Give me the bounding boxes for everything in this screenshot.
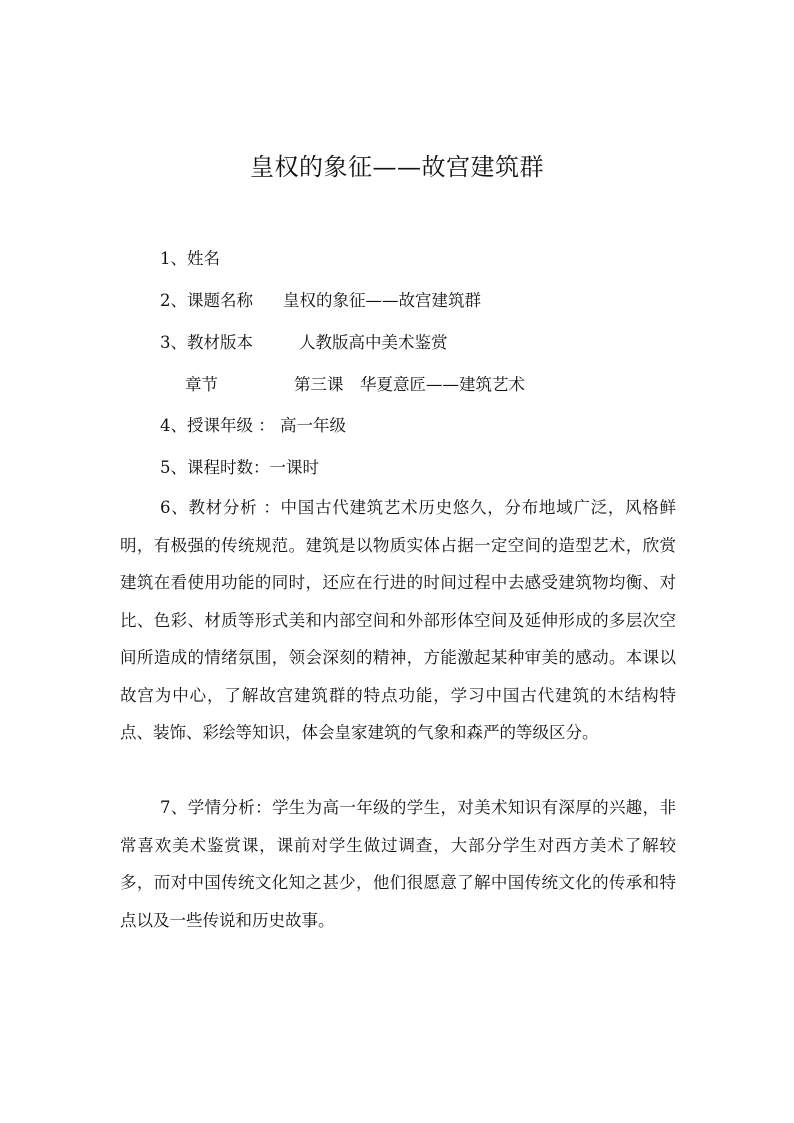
item-textbook <box>160 332 448 354</box>
item-grade-value: 高一年级 <box>280 416 346 435</box>
item-name <box>160 248 220 270</box>
item-name-label: 1、姓名 <box>160 249 220 268</box>
item-hours <box>160 457 319 479</box>
item-textbook-value: 人教版高中美术鉴赏 <box>299 333 448 352</box>
item-chapter-label: 章节 <box>185 375 218 394</box>
item-hours-label: 5、课程时数： <box>160 458 270 477</box>
paragraph-learner-analysis: 7、学情分析：学生为高一年级的学生，对美术知识有深厚的兴趣，非常喜欢美术鉴赏课，课前对学生做过调查，大部分学生对西方美术了解较多，而对中国传统文化知之甚少，他们很愿意了解中国传统文化的传承和特点以及一些传说和历史故事。 <box>120 798 676 930</box>
item-topic-value: 皇权的象征——故宫建筑群 <box>283 291 481 310</box>
item-chapter <box>185 374 525 396</box>
item-grade-label: 4、授课年级 ： <box>160 416 275 435</box>
item-grade <box>160 415 346 437</box>
page-title: 皇权的象征——故宫建筑群 <box>250 153 544 181</box>
item-topic-label: 2、课题名称 <box>160 291 253 310</box>
paragraph-material-analysis: 6、教材分析 ：中国古代建筑艺术历史悠久，分布地域广泛，风格鲜明，有极强的传统规范。建筑是以物质实体占据一定空间的造型艺术，欣赏建筑在看使用功能的同时，还应在行进的时间过程中去感受建筑物均衡、对比、色彩、材质等形式美和内部空间和外部形体空间及延伸形成的多层次空间所造成的情绪氛围，领会深刻的精神，方能激起某种审美的感动。本课以故宫为中心，了解故宫建筑群的特点功能，学习中国古代建筑的木结构特点、装饰、彩绘等知识，体会皇家建筑的气象和森严的等级区分。 <box>120 498 676 742</box>
item-topic <box>160 290 481 312</box>
item-hours-value: 一课时 <box>269 458 319 477</box>
item-chapter-value: 第三课 华夏意匠——建筑艺术 <box>294 375 525 394</box>
item-textbook-label: 3、教材版本 <box>160 333 253 352</box>
